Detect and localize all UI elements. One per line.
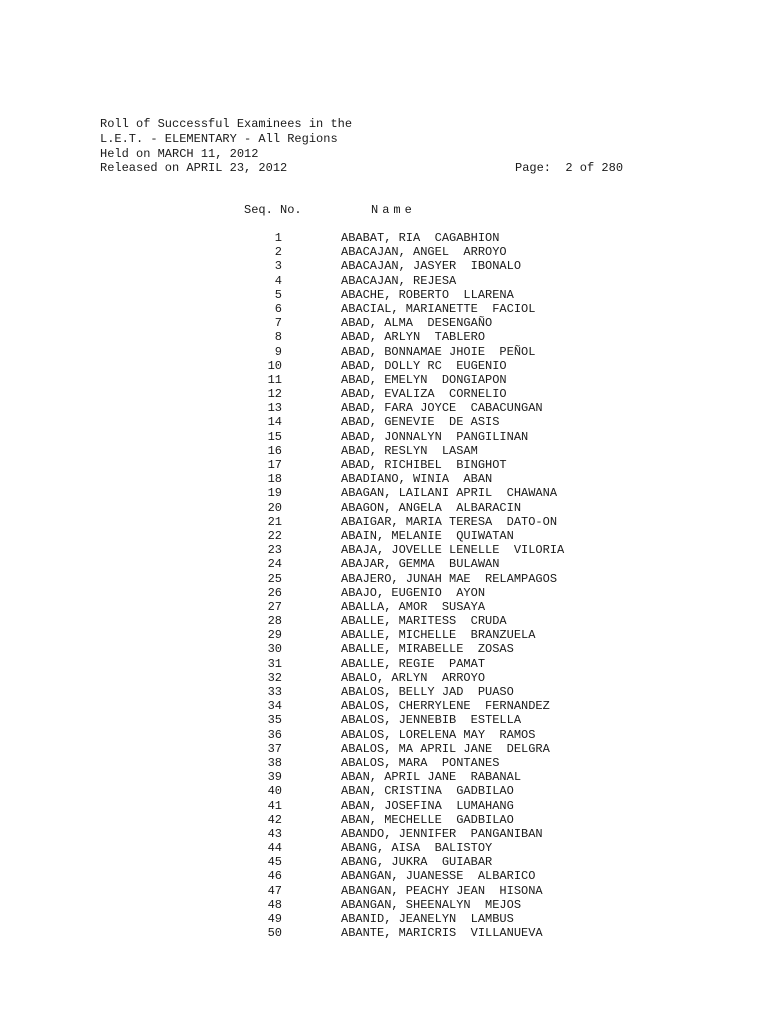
list-item: [0, 359, 768, 373]
seq-number: 45: [267, 855, 282, 870]
seq-number: 7: [274, 316, 282, 331]
examinee-name: ABALO, ARLYN ARROYO: [341, 670, 486, 685]
list-item: [0, 430, 768, 444]
examinee-name: ABAJERO, JUNAH MAE RELAMPAGOS: [341, 571, 558, 586]
seq-number: 23: [267, 543, 282, 558]
list-item: [0, 756, 768, 770]
list-item: [0, 458, 768, 472]
list-item: [0, 302, 768, 316]
seq-number: 42: [267, 812, 282, 827]
examinee-name: ABAGON, ANGELA ALBARACIN: [341, 500, 522, 515]
list-item: [0, 642, 768, 656]
examinee-name: ABACIAL, MARIANETTE FACIOL: [341, 301, 536, 316]
examinee-name: ABANTE, MARICRIS VILLANUEVA: [341, 926, 543, 941]
list-item: [0, 529, 768, 543]
list-item: [0, 259, 768, 273]
examinee-name: ABALOS, MA APRIL JANE DELGRA: [341, 741, 550, 756]
list-item: [0, 557, 768, 571]
document-title-line-2: L.E.T. - ELEMENTARY - All Regions: [100, 132, 338, 146]
seq-number: 28: [267, 614, 282, 629]
name-column-header: Name: [371, 203, 416, 217]
list-item: [0, 401, 768, 415]
seq-no-column-header: Seq. No.: [244, 203, 302, 217]
seq-number: 18: [267, 472, 282, 487]
list-item: [0, 316, 768, 330]
examinee-name: ABAN, JOSEFINA LUMAHANG: [341, 798, 514, 813]
seq-number: 3: [274, 259, 282, 274]
list-item: [0, 231, 768, 245]
examinee-name: ABAN, MECHELLE GADBILAO: [341, 812, 514, 827]
list-item: [0, 912, 768, 926]
list-item: [0, 742, 768, 756]
seq-number: 44: [267, 841, 282, 856]
examinee-name: ABANG, JUKRA GUIABAR: [341, 855, 493, 870]
examinee-name: ABALLE, MARITESS CRUDA: [341, 614, 507, 629]
list-item: [0, 245, 768, 259]
examinee-name: ABAJAR, GEMMA BULAWAN: [341, 557, 500, 572]
list-item: [0, 444, 768, 458]
list-item: [0, 685, 768, 699]
seq-number: 17: [267, 458, 282, 472]
seq-number: 24: [267, 557, 282, 572]
list-item: [0, 713, 768, 727]
list-item: [0, 869, 768, 883]
page-number: Page: 2 of 280: [515, 161, 624, 175]
examinee-name: ABALLE, MIRABELLE ZOSAS: [341, 642, 514, 657]
examinee-name: ABAD, FARA JOYCE CABACUNGAN: [341, 401, 543, 416]
examinee-name: ABAJA, JOVELLE LENELLE VILORIA: [341, 543, 565, 558]
examinee-name: ABAD, EMELYN DONGIAPON: [341, 372, 507, 387]
seq-number: 1: [274, 231, 282, 245]
list-item: [0, 373, 768, 387]
examinee-name: ABAD, RESLYN LASAM: [341, 443, 478, 458]
list-item: [0, 784, 768, 798]
examinee-name: ABAD, JONNALYN PANGILINAN: [341, 429, 529, 444]
list-item: [0, 671, 768, 685]
examinee-name: ABACAJAN, JASYER IBONALO: [341, 259, 522, 274]
list-item: [0, 288, 768, 302]
seq-number: 47: [267, 883, 282, 898]
examinee-name: ABAD, RICHIBEL BINGHOT: [341, 458, 507, 472]
list-item: [0, 770, 768, 784]
examinee-name: ABAD, EVALIZA CORNELIO: [341, 387, 507, 402]
seq-number: 14: [267, 415, 282, 430]
examinee-name: ABACHE, ROBERTO LLARENA: [341, 287, 514, 302]
list-item: [0, 586, 768, 600]
list-item: [0, 813, 768, 827]
examinee-name: ABADIANO, WINIA ABAN: [341, 472, 493, 487]
examinee-name: ABAN, APRIL JANE RABANAL: [341, 770, 522, 785]
examinee-name: ABALLA, AMOR SUSAYA: [341, 599, 486, 614]
list-item: [0, 274, 768, 288]
seq-number: 31: [267, 656, 282, 671]
examinee-name: ABALOS, JENNEBIB ESTELLA: [341, 713, 522, 728]
examinee-name: ABALLE, REGIE PAMAT: [341, 656, 486, 671]
examinee-name: ABAD, BONNAMAE JHOIE PEÑOL: [341, 344, 536, 359]
examinee-name: ABAIN, MELANIE QUIWATAN: [341, 528, 514, 543]
release-date: Released on APRIL 23, 2012: [100, 161, 288, 175]
examinee-name: ABANDO, JENNIFER PANGANIBAN: [341, 826, 543, 841]
examinee-name: ABAJO, EUGENIO AYON: [341, 585, 486, 600]
list-item: [0, 330, 768, 344]
examinee-name: ABALOS, MARA PONTANES: [341, 755, 500, 770]
examinee-name: ABALOS, LORELENA MAY RAMOS: [341, 727, 536, 742]
seq-number: 22: [267, 528, 282, 543]
seq-number: 32: [267, 670, 282, 685]
list-item: [0, 515, 768, 529]
list-item: [0, 728, 768, 742]
seq-number: 43: [267, 826, 282, 841]
list-item: [0, 799, 768, 813]
seq-number: 41: [267, 798, 282, 813]
seq-number: 48: [267, 897, 282, 912]
exam-date: Held on MARCH 11, 2012: [100, 147, 259, 161]
list-item: [0, 657, 768, 671]
examinee-name: ABANID, JEANELYN LAMBUS: [341, 912, 514, 926]
examinee-name: ABABAT, RIA CAGABHION: [341, 231, 500, 245]
list-item: [0, 472, 768, 486]
list-item: [0, 855, 768, 869]
seq-number: 5: [274, 287, 282, 302]
list-item: [0, 614, 768, 628]
list-item: [0, 501, 768, 515]
seq-number: 15: [267, 429, 282, 444]
list-item: [0, 699, 768, 713]
list-item: [0, 345, 768, 359]
document-title-line-1: Roll of Successful Examinees in the: [100, 117, 353, 131]
examinee-name: ABACAJAN, REJESA: [341, 273, 457, 288]
examinee-name: ABAD, GENEVIE DE ASIS: [341, 415, 500, 430]
examinee-name: ABAD, DOLLY RC EUGENIO: [341, 358, 507, 373]
list-item: [0, 387, 768, 401]
seq-number: 13: [267, 401, 282, 416]
examinee-name: ABANG, AISA BALISTOY: [341, 841, 493, 856]
list-item: [0, 572, 768, 586]
seq-number: 27: [267, 599, 282, 614]
seq-number: 12: [267, 387, 282, 402]
list-item: [0, 898, 768, 912]
seq-number: 50: [267, 926, 282, 941]
examinee-name: ABALOS, BELLY JAD PUASO: [341, 685, 514, 699]
seq-number: 19: [267, 486, 282, 501]
list-item: [0, 884, 768, 898]
seq-number: 8: [274, 330, 282, 345]
examinee-name: ABANGAN, PEACHY JEAN HISONA: [341, 883, 543, 898]
seq-number: 29: [267, 628, 282, 643]
examinee-name: ABAD, ALMA DESENGAÑO: [341, 316, 493, 331]
list-item: [0, 628, 768, 642]
seq-number: 16: [267, 443, 282, 458]
seq-number: 10: [267, 358, 282, 373]
seq-number: 35: [267, 713, 282, 728]
seq-number: 30: [267, 642, 282, 657]
examinee-name: ABAN, CRISTINA GADBILAO: [341, 784, 514, 799]
seq-number: 25: [267, 571, 282, 586]
seq-number: 11: [267, 372, 282, 387]
examinee-name: ABANGAN, SHEENALYN MEJOS: [341, 897, 522, 912]
seq-number: 6: [274, 301, 282, 316]
seq-number: 49: [267, 912, 282, 926]
examinee-name: ABAGAN, LAILANI APRIL CHAWANA: [341, 486, 558, 501]
examinee-name: ABALOS, CHERRYLENE FERNANDEZ: [341, 699, 550, 714]
seq-number: 2: [274, 245, 282, 260]
examinee-name: ABACAJAN, ANGEL ARROYO: [341, 245, 507, 260]
seq-number: 20: [267, 500, 282, 515]
seq-number: 9: [274, 344, 282, 359]
list-item: [0, 415, 768, 429]
seq-number: 36: [267, 727, 282, 742]
list-item: [0, 486, 768, 500]
seq-number: 34: [267, 699, 282, 714]
list-item: [0, 600, 768, 614]
examinee-list: [0, 231, 768, 940]
list-item: [0, 827, 768, 841]
seq-number: 40: [267, 784, 282, 799]
examinee-name: ABANGAN, JUANESSE ALBARICO: [341, 869, 536, 884]
seq-number: 26: [267, 585, 282, 600]
seq-number: 21: [267, 514, 282, 529]
seq-number: 37: [267, 741, 282, 756]
seq-number: 46: [267, 869, 282, 884]
seq-number: 33: [267, 685, 282, 699]
seq-number: 38: [267, 755, 282, 770]
list-item: [0, 841, 768, 855]
examinee-name: ABAIGAR, MARIA TERESA DATO-ON: [341, 514, 558, 529]
list-item: [0, 926, 768, 940]
examinee-name: ABALLE, MICHELLE BRANZUELA: [341, 628, 536, 643]
seq-number: 4: [274, 273, 282, 288]
seq-number: 39: [267, 770, 282, 785]
examinee-name: ABAD, ARLYN TABLERO: [341, 330, 486, 345]
list-item: [0, 543, 768, 557]
